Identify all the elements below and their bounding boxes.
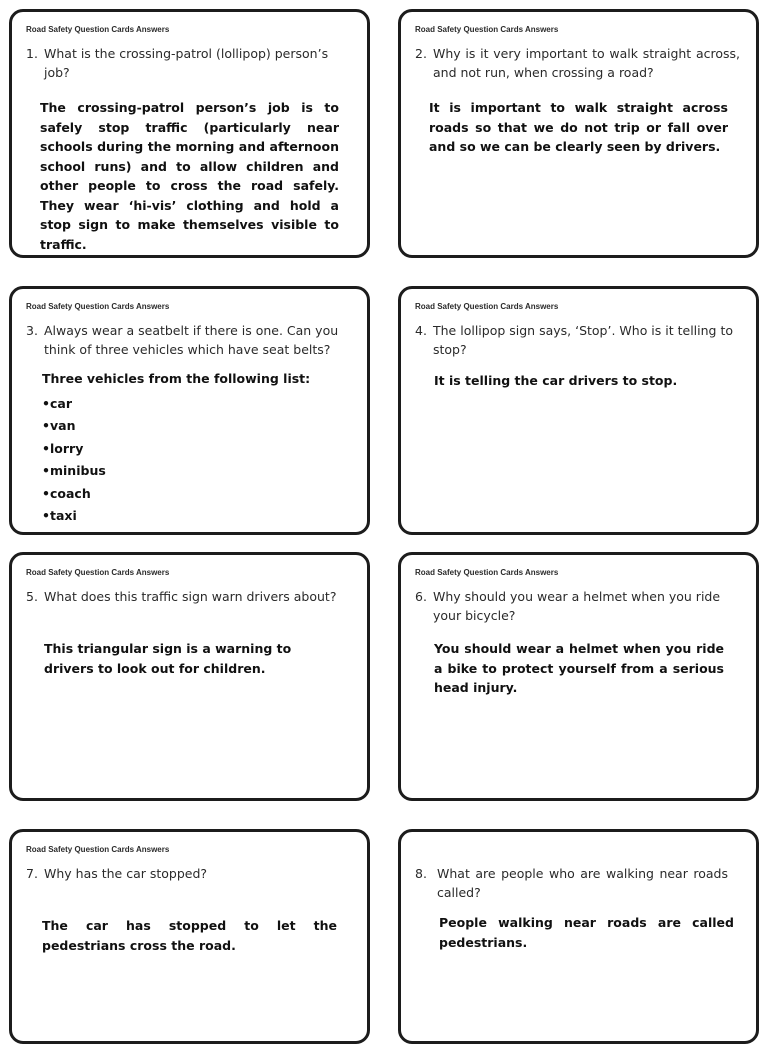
answer-text: It is telling the car drivers to stop. [434,373,678,388]
question-text: Why has the car stopped? [44,866,208,881]
question-text: What are people who are walking near roads called? [437,866,728,900]
question-card-1 [9,9,370,258]
answer-text: People walking near roads are called pedestrians. [439,915,734,950]
card-header: Road Safety Question Cards Answers [26,845,170,854]
vehicle-list [42,393,339,528]
question [415,864,728,902]
question-text: Why is it very important to walk straight across, and not run, when crossing a road? [433,46,740,80]
question-number: 1. [26,46,38,61]
question-number: 6. [415,589,427,604]
question [26,864,351,883]
list-item: •minibus [42,460,339,483]
list-item: •coach [42,483,339,506]
card-header: Road Safety Question Cards Answers [26,302,170,311]
answer-text: It is important to walk straight across roads so that we do not trip or fall over and so we can be clearly seen by drivers. [429,100,728,154]
card-header: Road Safety Question Cards Answers [415,302,559,311]
question-card-7 [9,829,370,1044]
question-text: What does this traffic sign warn drivers about? [44,589,337,604]
question-number: 5. [26,589,38,604]
question-card-6 [398,552,759,801]
question-text: What is the crossing-patrol (lollipop) person’s job? [44,46,329,80]
question-number: 3. [26,323,38,338]
bullet-icon: • [42,463,50,478]
question-number: 7. [26,866,38,881]
answer-text: The car has stopped to let the pedestrians cross the road. [42,918,337,953]
answer-text: This triangular sign is a warning to drivers to look out for children. [44,641,292,676]
card-header: Road Safety Question Cards Answers [26,568,170,577]
answer-text: You should wear a helmet when you ride a bike to protect yourself from a serious head injury. [434,641,724,695]
list-item: •van [42,415,339,438]
answer-text: The crossing-patrol person’s job is to safely stop traffic (particularly near schools during the morning and afternoon school runs) and to allow children and other people to cross the road safely. They wear ‘hi-vis’ clothing and hold a stop sign to make themselves visible to traffic. [40,100,339,252]
question [415,321,740,359]
bullet-icon: • [42,485,50,501]
bullet-icon: • [42,418,50,433]
card-header: Road Safety Question Cards Answers [415,568,559,577]
question [415,587,740,625]
question-card-3 [9,286,370,535]
question-text: The lollipop sign says, ‘Stop’. Who is it telling to stop? [433,323,734,357]
card-header: Road Safety Question Cards Answers [415,25,559,34]
question-card-4 [398,286,759,535]
bullet-icon: • [42,508,50,523]
list-item: •car [42,393,339,416]
question [26,44,351,82]
list-item: •lorry [42,438,339,461]
question-number: 4. [415,323,427,338]
question-number: 2. [415,46,427,61]
answer-block [42,369,339,528]
list-item: •taxi [42,505,339,528]
question [26,587,351,606]
card-header: Road Safety Question Cards Answers [26,25,170,34]
bullet-icon: • [42,395,50,411]
question-text: Why should you wear a helmet when you ride your bicycle? [433,589,721,623]
bullet-icon: • [42,440,50,456]
question-card-2 [398,9,759,258]
question-card-5 [9,552,370,801]
question-number: 8. [415,866,427,881]
question [26,321,351,359]
question-card-8 [398,829,759,1044]
answer-intro: Three vehicles from the following list: [42,371,311,386]
question-text: Always wear a seatbelt if there is one. Can you think of three vehicles which have seat belts? [44,323,339,357]
question [415,44,740,82]
